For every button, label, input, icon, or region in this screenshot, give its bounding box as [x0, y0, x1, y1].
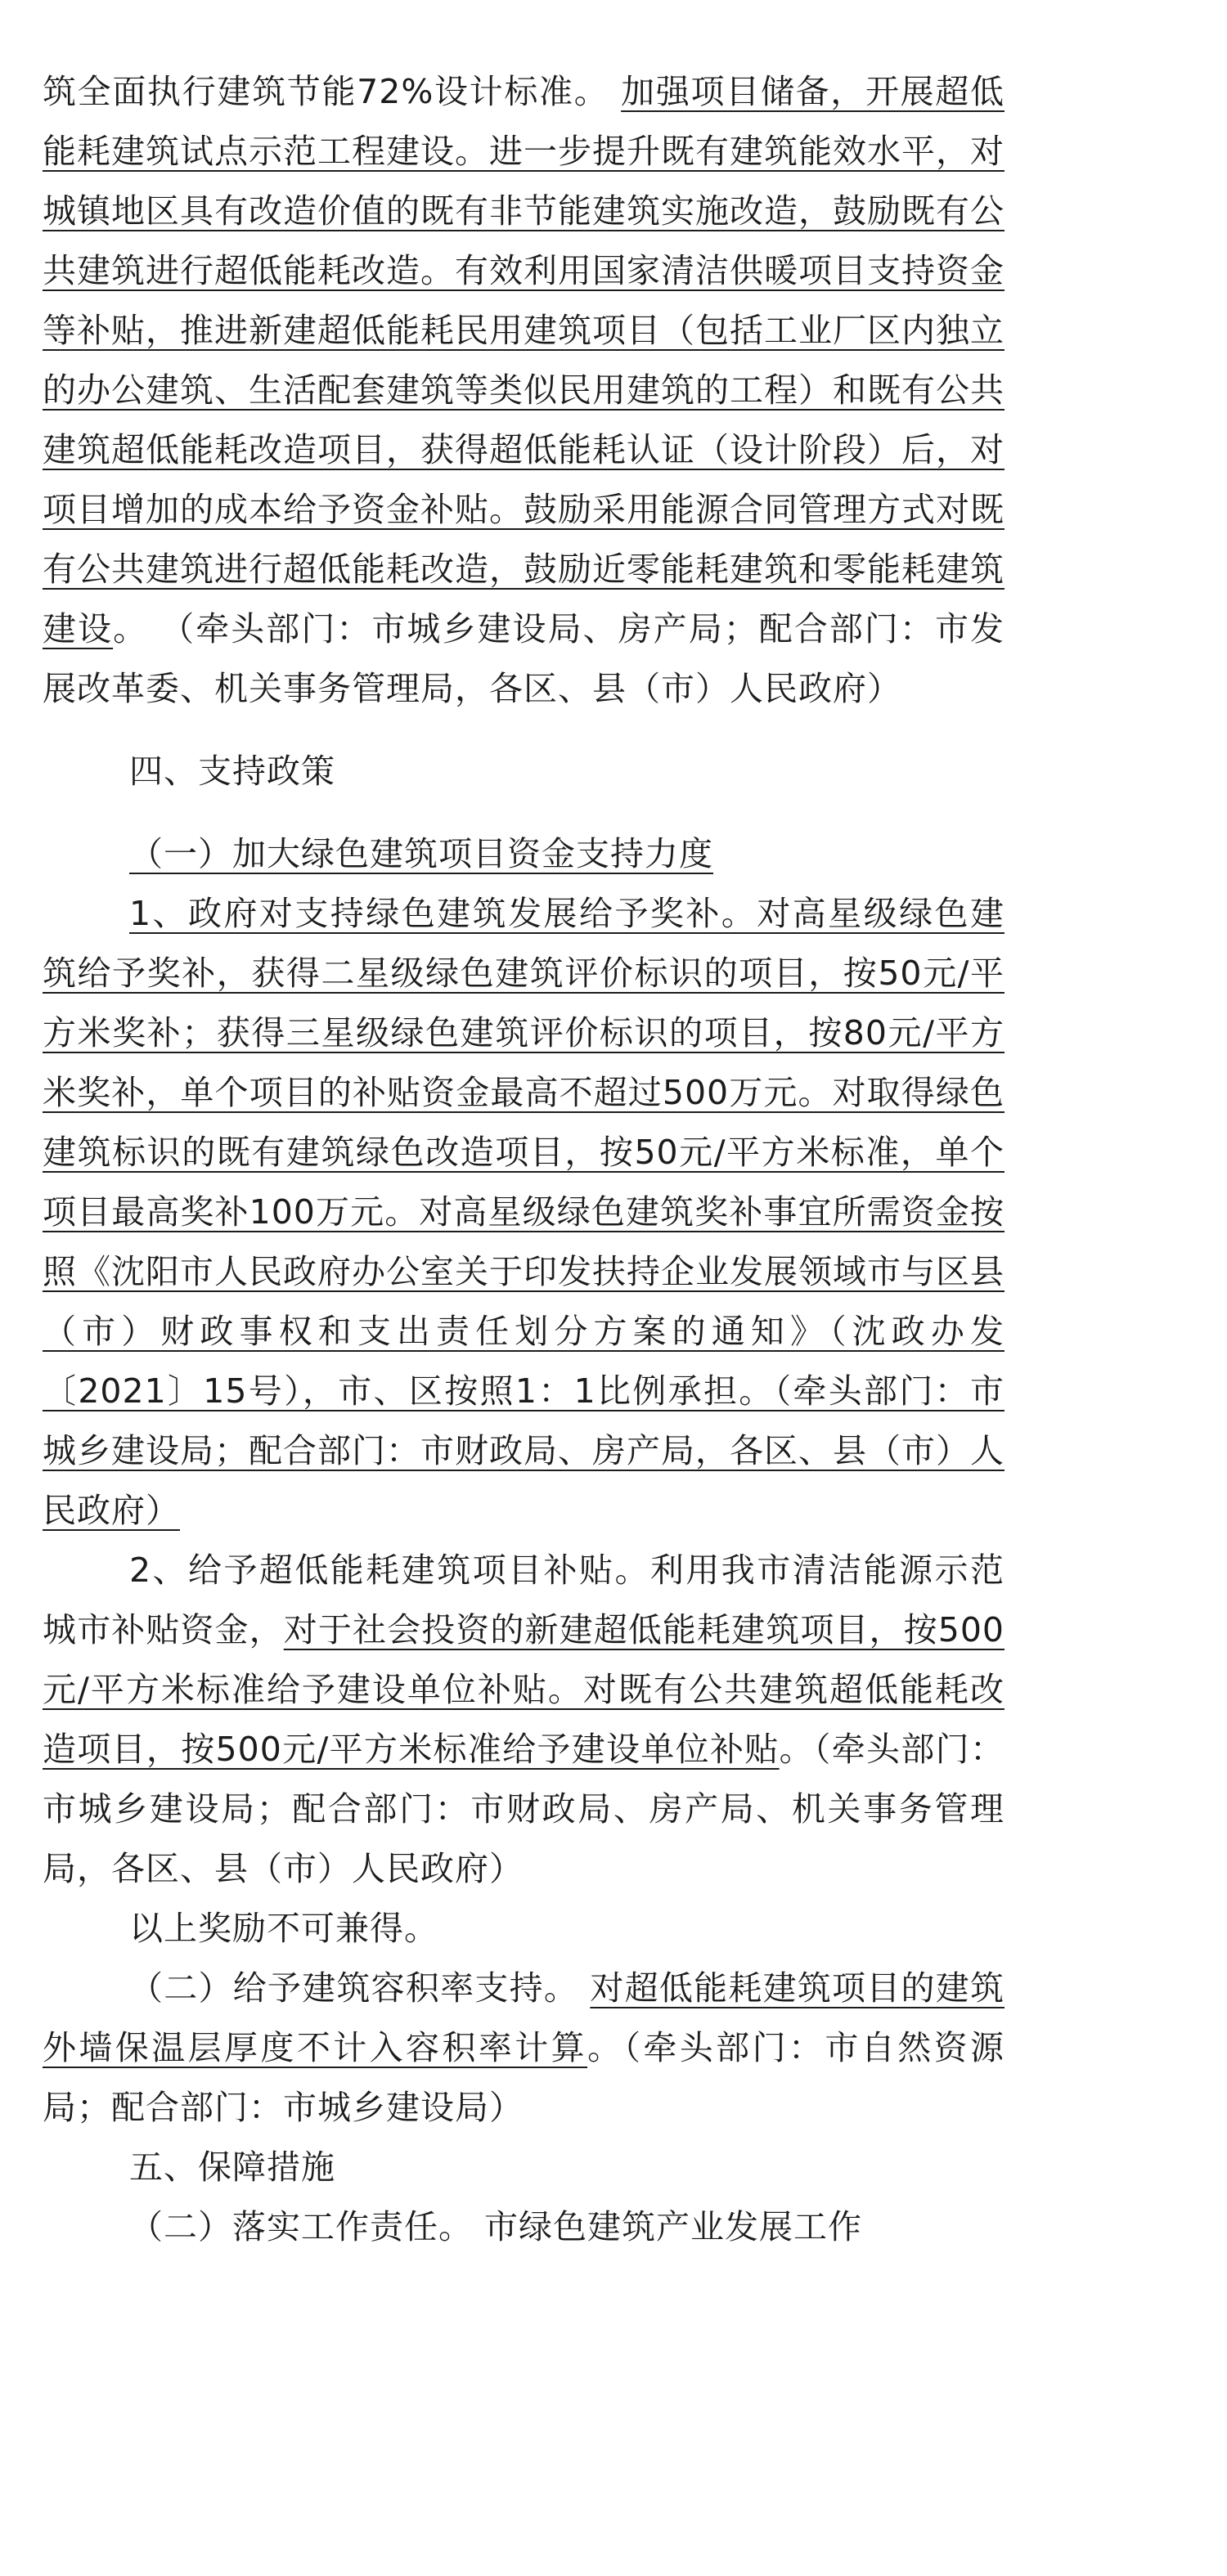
text-run: 。（牵头部门：市自然资源局；配合部门：市城乡建设局） [43, 2028, 1005, 2127]
document-body [43, 62, 1005, 2257]
text-run: 四、支持政策 [129, 752, 335, 791]
text-run: （二）落实工作责任。 市绿色建筑产业发展工作 [129, 2207, 863, 2246]
text-run: （二）给予建筑容积率支持。 [129, 1968, 591, 2008]
underlined-text-run: 对于社会投资的新建超低能耗建筑项目，按500元/平方米标准给予建设单位补贴。对既有公共建筑超低能耗改造项目，按500元/平方米标准给予建设单位补贴 [43, 1610, 1005, 1769]
paragraph-not-combinable [43, 1899, 1005, 1959]
paragraph-spacer [43, 801, 1005, 824]
paragraph-energy-standard [43, 62, 1005, 719]
section-heading-safeguards [43, 2138, 1005, 2197]
underlined-text-run: 1、政府对支持绿色建筑发展给予奖补。对高星级绿色建筑给予奖补，获得二星级绿色建筑评价标识的项目，按50元/平方米奖补；获得三星级绿色建筑评价标识的项目，按80元/平方米奖补，单个项目的补贴资金最高不超过500万元。对取得绿色建筑标识的既有建筑绿色改造项目，按50元/平方米标准，单个项目最高奖补100万元。对高星级绿色建筑奖补事宜所需资金按照《沈阳市人民政府办公室关于印发扶持企业发展领域市与区县（市）财政事权和支出责任划分方案的通知》（沈政办发〔2021〕15号），市、区按照1：1比例承担。（牵头部门：市城乡建设局；配合部门：市财政局、房产局，各区、县（市）人民政府） [43, 894, 1005, 1530]
paragraph-work-responsibility [43, 2197, 1005, 2257]
paragraph-ultra-low-energy-subsidy [43, 1541, 1005, 1899]
text-run: 。（牵头部门：市城乡建设局；配合部门：市财政局、房产局、机关事务管理局，各区、县（市）人民政府） [43, 1730, 1005, 1888]
text-run: 以上奖励不可兼得。 [129, 1909, 438, 1948]
underlined-text-run: 对超低能耗建筑项目的建筑外墙保温层厚度不计入容积率计算 [43, 1968, 1005, 2067]
underlined-text-run: 加强项目储备，开展超低能耗建筑试点示范工程建设。进一步提升既有建筑能效水平，对城镇地区具有改造价值的既有非节能建筑实施改造，鼓励既有公共建筑进行超低能耗改造。有效利用国家清洁供暖项目支持资金等补贴，推进新建超低能耗民用建筑项目（包括工业厂区内独立的办公建筑、生活配套建筑等类似民用建筑的工程）和既有公共建筑超低能耗改造项目，获得超低能耗认证（设计阶段）后，对项目增加的成本给予资金补贴。鼓励采用能源合同管理方式对既有公共建筑进行超低能耗改造，鼓励近零能耗建筑和零能耗建筑建设 [43, 72, 1005, 648]
subsection-heading-funding [43, 824, 1005, 884]
text-run: 。 （牵头部门：市城乡建设局、房产局；配合部门：市发展改革委、机关事务管理局，各区、县（市）人民政府） [43, 609, 1005, 708]
text-run: 五、保障措施 [129, 2147, 335, 2187]
text-run: 2、给予超低能耗建筑项目补贴。利用我市清洁能源示范城市补贴资金， [43, 1551, 1005, 1649]
underlined-text-run: （一）加大绿色建筑项目资金支持力度 [129, 834, 713, 873]
paragraph-spacer [43, 719, 1005, 742]
section-heading-support-policy [43, 742, 1005, 801]
paragraph-green-building-subsidy [43, 884, 1005, 1541]
paragraph-floor-area-ratio [43, 1959, 1005, 2138]
text-run: 筑全面执行建筑节能72%设计标准。 [43, 72, 622, 111]
